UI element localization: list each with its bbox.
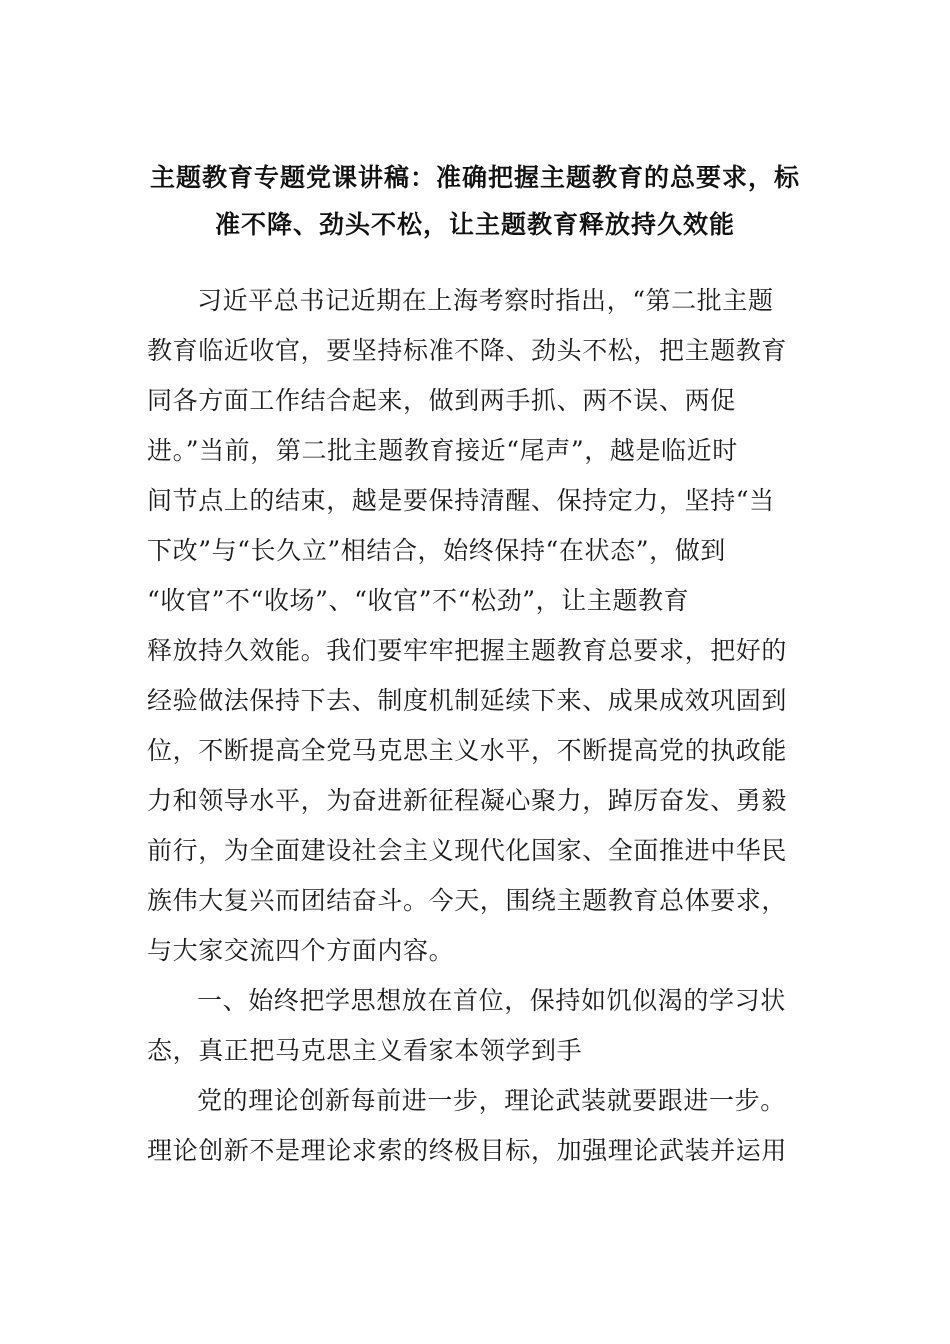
body-line: 教育临近收官，要坚持标准不降、劲头不松，把主题教育 [147,336,788,365]
document-title-line-2: 准不降、劲头不松，让主题教育释放持久效能 [214,210,735,239]
body-line: 位，不断提高全党马克思主义水平，不断提高党的执政能 [147,736,788,765]
body-line: 进。”当前，第二批主题教育接近“尾声”，越是临近时 [147,436,738,465]
body-line: “收官”不“收场”、“收官”不“松劲”，让主题教育 [147,586,690,615]
body-line: 党的理论创新每前进一步，理论武装就要跟进一步。 [197,1086,786,1115]
section-heading-line-1: 一、始终把学思想放在首位，保持如饥似渴的学习状 [197,986,786,1015]
document-title-line-1: 主题教育专题党课讲稿：准确把握主题教育的总要求，标 [149,163,800,192]
body-line: 经验做法保持下去、制度机制延续下来、成果成效巩固到 [147,686,788,715]
body-line: 与大家交流四个方面内容。 [147,936,455,965]
body-line: 族伟大复兴而团结奋斗。今天，围绕主题教育总体要求， [147,886,788,915]
body-line: 习近平总书记近期在上海考察时指出，“第二批主题 [197,286,774,315]
body-line: 前行，为全面建设社会主义现代化国家、全面推进中华民 [147,836,788,865]
body-line: 释放持久效能。我们要牢牢把握主题教育总要求，把好的 [147,636,788,665]
body-line: 理论创新不是理论求索的终极目标，加强理论武装并运用 [147,1136,788,1165]
body-line: 力和领导水平，为奋进新征程凝心聚力，踔厉奋发、勇毅 [147,786,788,815]
body-line: 下改”与“长久立”相结合，始终保持“在状态”，做到 [147,536,726,565]
body-line: 同各方面工作结合起来，做到两手抓、两不误、两促 [147,386,736,415]
section-heading-line-2: 态，真正把马克思主义看家本领学到手 [147,1036,583,1065]
body-line: 间节点上的结束，越是要保持清醒、保持定力，坚持“当 [147,486,775,515]
